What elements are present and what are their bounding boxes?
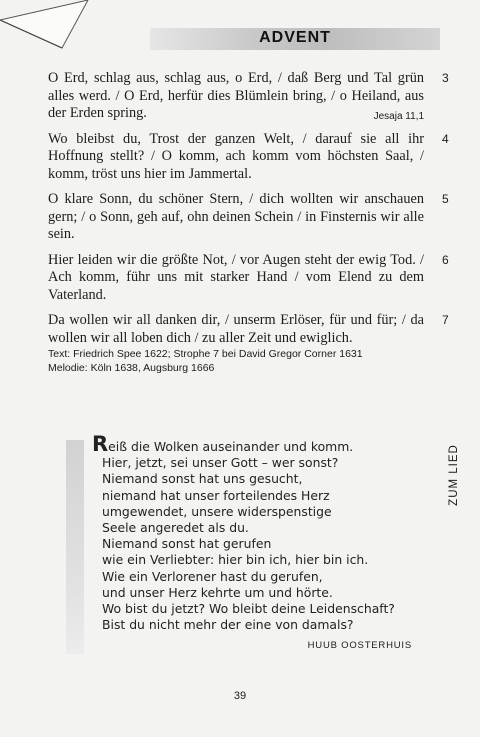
melody-credit: Melodie: Köln 1638, Augsburg 1666 <box>48 362 215 374</box>
verse <box>48 130 449 184</box>
poem-first-line: Reiß die Wolken auseinander und komm. <box>92 432 354 456</box>
poem-accent-bar <box>66 440 84 654</box>
poem-line: Wie ein Verlorener hast du gerufen, <box>102 568 323 584</box>
verse <box>48 312 449 347</box>
drop-cap: R <box>92 432 109 456</box>
text-credit: Text: Friedrich Spee 1622; Strophe 7 bei David Gregor Corner 1631 <box>48 348 363 360</box>
poem <box>92 432 412 633</box>
verse-text: Da wollen wir all danken dir, / unserm Erlöser, für und für; / da wollen wir all loben dich / zu aller Zeit und ewiglich. <box>48 312 424 346</box>
poem-line: niemand hat unser forteilendes Herz <box>102 487 330 503</box>
verse-number: 7 <box>442 313 449 327</box>
side-label-text: ZUM LIED <box>448 444 460 506</box>
verse-number: 6 <box>442 252 449 267</box>
verse-text: Hier leiden wir die größte Not, / vor Augen steht der ewig Tod. / Ach komm, führ uns mit starker Hand / vom Elend zu dem Vaterland. <box>48 251 424 303</box>
poem-line: umgewendet, unsere widerspenstige <box>102 503 332 519</box>
folded-corner <box>0 0 90 62</box>
poem-line: Niemand sonst hat uns gesucht, <box>102 471 303 487</box>
poem-line: und unser Herz kehrte um und hörte. <box>102 584 333 600</box>
verse-text: O klare Sonn, du schöner Stern, / dich wollten wir anschauen gern; / o Sonn, geh auf, ohn deinen Schein / in Finsternis wir alle sein. <box>48 191 424 242</box>
verse-number: 3 <box>442 71 449 85</box>
poem-line: wie ein Verliebter: hier bin ich, hier bin ich. <box>102 552 369 568</box>
bible-reference: Jesaja 11,1 <box>373 111 424 122</box>
poem-line: Wo bist du jetzt? Wo bleibt deine Leidenschaft? <box>102 601 395 617</box>
verse <box>48 70 449 123</box>
poem-line: Seele angeredet als du. <box>102 520 249 536</box>
verse-text: Wo bleibst du, Trost der ganzen Welt, / darauf sie all ihr Hoffnung stellt? / O komm, ach komm vom höchsten Saal, / komm, tröst uns hier im Jammertal. <box>48 130 424 182</box>
verse-number: 5 <box>442 192 449 206</box>
poem-line: Niemand sonst hat gerufen <box>102 536 272 552</box>
verse <box>48 191 449 244</box>
poem-line: Bist du nicht mehr der eine von damals? <box>102 617 354 633</box>
poem-author: HUUB OOSTERHUIS <box>307 640 412 651</box>
section-header <box>150 28 440 50</box>
verse-list <box>48 70 449 355</box>
verse <box>48 251 449 305</box>
section-title: ADVENT <box>259 29 331 46</box>
verse-number: 4 <box>442 131 449 146</box>
page-number: 39 <box>233 690 247 702</box>
song-credits <box>48 347 424 375</box>
verse-text: O Erd, schlag aus, schlag aus, o Erd, / daß Berg und Tal grün alles werd. / O Erd, herfür dies Blümlein bring, / o Heiland, aus der Erden spring. <box>48 70 424 121</box>
poem-line: Hier, jetzt, sei unser Gott – wer sonst? <box>102 455 339 471</box>
side-label <box>444 420 464 530</box>
